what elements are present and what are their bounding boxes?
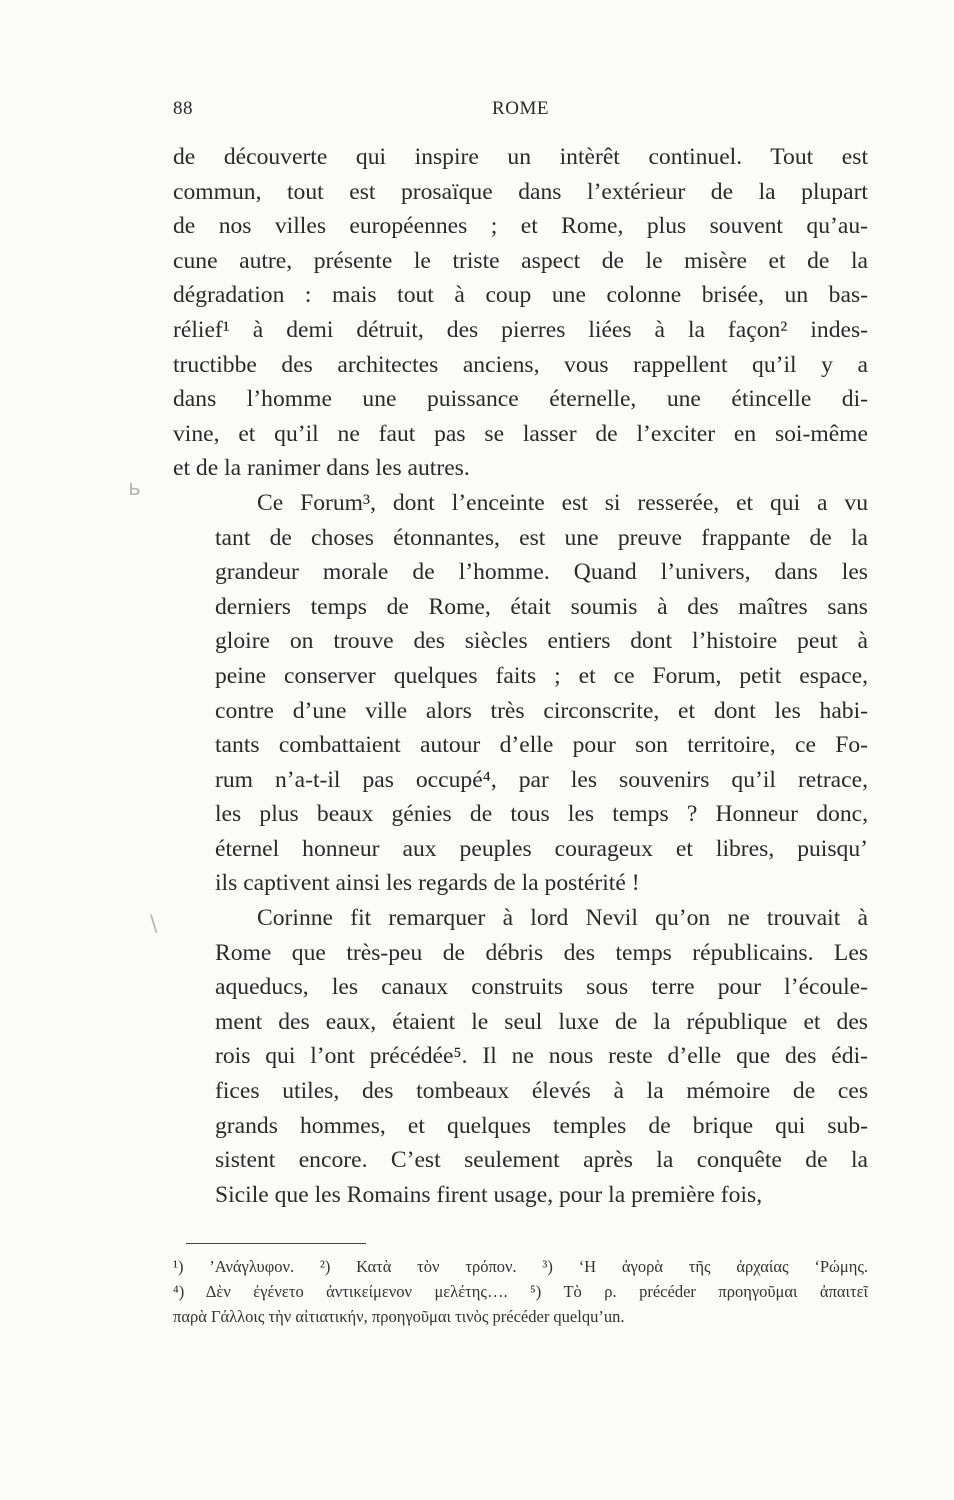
text-line: tant de choses étonnantes, est une preuve frappante de la [215, 524, 868, 551]
text-line: rum n’a-t-il pas occupé⁴, par les souvenirs qu’il retrace, [215, 766, 868, 793]
running-title: ROME [492, 98, 549, 119]
text-line: Ce Forum³, dont l’enceinte est si resserée, et qui a vu [257, 489, 868, 516]
text-line: les plus beaux génies de tous les temps ? Honneur donc, [215, 801, 868, 828]
text-line: grands hommes, et quelques temples de brique qui sub- [215, 1112, 868, 1139]
text-line: dégradation : mais tout à coup une colonne brisée, un bas- [173, 282, 868, 309]
text-line: aqueducs, les canaux construits sous terre pour l’écoule- [215, 974, 868, 1001]
paragraph-3 [173, 901, 868, 1212]
text-line: cune autre, présente le triste aspect de le misère et de la [173, 247, 868, 274]
text-line: et de la ranimer dans les autres. [173, 455, 470, 482]
text-line: dans l’homme une puissance éternelle, une étincelle di- [173, 386, 868, 413]
text-line: grandeur morale de l’homme. Quand l’univers, dans les [215, 559, 868, 586]
text-line: vine, et qu’il ne faut pas se lasser de l’exciter en soi-même [173, 420, 868, 447]
text-line: éternel honneur aux peuples courageux et libres, puisqu’ [215, 835, 868, 862]
text-line: derniers temps de Rome, était soumis à des maîtres sans [215, 593, 868, 620]
text-line: sistent encore. C’est seulement après la conquête de la [215, 1147, 868, 1174]
text-line: gloire on trouve des siècles entiers dont l’histoire peut à [215, 628, 868, 655]
text-line: de nos villes européennes ; et Rome, plus souvent qu’au- [173, 213, 868, 240]
paragraph-1 [173, 140, 868, 486]
footnote-line: ¹) ’Ανάγλυφον. ²) Κατὰ τὸν τρόπον. ³) ‘Η ἀγορὰ τῆς ἀρχαίας ‘Ρώμης. [173, 1257, 868, 1276]
text-line: ils captivent ainsi les regards de la postérité ! [215, 870, 640, 897]
body-text [173, 140, 868, 1212]
text-line: Rome que très-peu de débris des temps républicains. Les [215, 939, 868, 966]
text-line: contre d’une ville alors très circonscrite, et dont les habi- [215, 697, 868, 724]
text-line: tants combattaient autour d’elle pour son territoire, ce Fo- [215, 732, 868, 759]
footnote-divider [186, 1243, 366, 1244]
page-number: 88 [173, 98, 193, 119]
footnote-line: παρὰ Γάλλοις τὴν αἰτιατικήν, προηγοῦμαι τινὸς précéder quelqu’un. [173, 1307, 625, 1326]
text-line: peine conserver quelques faits ; et ce Forum, petit espace, [215, 662, 868, 689]
page-header [173, 98, 868, 124]
text-line: commun, tout est prosaïque dans l’extérieur de la plupart [173, 178, 868, 205]
pencil-margin-mark: \ [150, 912, 158, 937]
text-line: rois qui l’ont précédée⁵. Il ne nous reste d’elle que des édi- [215, 1043, 868, 1070]
footnote-line: ⁴) Δὲν ἐγένετο ἀντικείμενον μελέτης…. ⁵) Τὸ ρ. précéder προηγοῦμαι ἀπαιτεῖ [173, 1282, 868, 1301]
footnotes [173, 1254, 868, 1329]
text-line: rélief¹ à demi détruit, des pierres liées à la façon² indes- [173, 316, 868, 343]
text-line: ment des eaux, étaient le seul luxe de la république et des [215, 1008, 868, 1035]
text-line: tructibbe des architectes anciens, vous rappellent qu’il y a [173, 351, 868, 378]
text-line: Sicile que les Romains firent usage, pour la première fois, [215, 1181, 763, 1208]
text-line: de découverte qui inspire un intèrêt continuel. Tout est [173, 144, 868, 170]
pencil-margin-mark: ь [128, 476, 141, 501]
text-line: Corinne fit remarquer à lord Nevil qu’on ne trouvait à [257, 905, 868, 932]
text-line: fices utiles, des tombeaux élevés à la mémoire de ces [215, 1078, 868, 1105]
paragraph-2 [173, 486, 868, 901]
